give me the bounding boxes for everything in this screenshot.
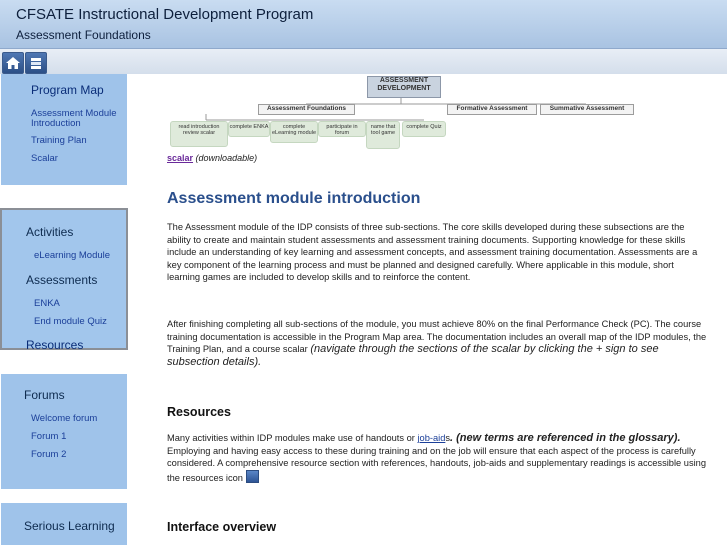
resources-text-pre: Many activities within IDP modules make use of handouts or <box>167 433 418 443</box>
nav-link-enka[interactable]: ENKA <box>34 298 60 309</box>
resources-icon <box>28 55 44 71</box>
serious-learning-panel <box>1 503 127 545</box>
job-aid-plural: s <box>445 433 451 443</box>
home-button[interactable] <box>2 52 24 74</box>
diagram-top-node: ASSESSMENT DEVELOPMENT <box>367 76 441 98</box>
diagram-leaf: complete ENKA <box>228 121 270 137</box>
home-icon <box>5 55 21 71</box>
completion-italic-note: (navigate through the sections of the scalar by clicking the + sign to see subsection details). <box>167 343 659 368</box>
diagram-leaf: read introduction review scalar <box>170 121 228 147</box>
module-subtitle: Assessment Foundations <box>16 28 151 42</box>
page-title: Assessment module introduction <box>167 190 421 207</box>
diagram-leaf: name that tool game <box>366 121 400 149</box>
program-map-heading[interactable]: Program Map <box>31 83 104 97</box>
completion-text: After finishing completing all sub-sections of the module, you must achieve 80% on the final Performance Check (PC). The course training documentation is accessible in the Program Map area. The documentation includes an overall map of the IDP modules, the Training Plan, and a course scalar <box>167 319 707 355</box>
scalar-note: (downloadable) <box>195 153 258 163</box>
activities-heading: Activities <box>26 225 74 239</box>
nav-link-assessment-module-introduction[interactable]: Assessment Module Introduction <box>31 108 117 129</box>
job-aid-link[interactable]: job-aid <box>417 433 446 443</box>
nav-link-welcome-forum[interactable]: Welcome forum <box>31 413 98 424</box>
resources-text-post: Employing and having easy access to these during training and on the job will ensure that each aspect of the process is carefully considered. A comprehensive resource section with references, handouts, job-aids and supplementary readings is accessible using the resources icon <box>167 445 707 483</box>
nav-link-scalar[interactable]: Scalar <box>31 153 58 164</box>
scalar-link[interactable]: scalar <box>167 153 194 163</box>
nav-link-end-module-quiz[interactable]: End module Quiz <box>34 316 107 327</box>
forums-panel <box>1 374 127 489</box>
diagram-leaf: participate in forum <box>318 121 366 137</box>
resources-heading: Resources <box>167 405 231 419</box>
resources-paragraph <box>167 432 707 484</box>
resources-nav-heading[interactable]: Resources <box>26 338 84 352</box>
nav-link-elearning-module[interactable]: eLearning Module <box>34 250 111 261</box>
diagram-branch-summative-assessment: Summative Assessment <box>540 104 634 115</box>
app-title: CFSATE Instructional Development Program <box>16 6 314 23</box>
sidebar <box>0 74 128 545</box>
toolbar <box>0 49 727 74</box>
assessments-heading: Assessments <box>26 273 98 287</box>
intro-paragraph: The Assessment module of the IDP consists of three sub-sections. The core skills developed during these subsections are the ability to create and maintain student assessments and assessment training documents. Supporting knowledge for these skills include an understanding of key learning and assessment concepts, and assessment training documentation. Assessments are a key component of the learning process and must be planned and designed carefully. Where applicable in this module, short learning games are included to develop skills and to reinforce the content. <box>167 222 698 283</box>
diagram-leaf: complete Quiz <box>402 121 446 137</box>
nav-link-training-plan[interactable]: Training Plan <box>31 135 87 146</box>
diagram-branch-assessment-foundations: Assessment Foundations <box>258 104 355 115</box>
page-header <box>0 0 727 49</box>
nav-link-forum-2[interactable]: Forum 2 <box>31 449 67 460</box>
resources-icon[interactable] <box>246 470 259 483</box>
scalar-download-line <box>167 153 257 163</box>
activities-panel <box>0 208 128 350</box>
glossary-note: . (new terms are referenced in the glossary). <box>450 432 681 444</box>
interface-overview-heading: Interface overview <box>167 520 277 534</box>
serious-learning-heading[interactable]: Serious Learning <box>24 519 115 533</box>
program-map-panel <box>1 74 127 185</box>
completion-paragraph <box>167 318 707 368</box>
diagram-branch-formative-assessment: Formative Assessment <box>447 104 537 115</box>
forums-heading: Forums <box>24 388 65 402</box>
program-map-diagram <box>166 76 636 152</box>
diagram-leaf: complete eLearning module <box>270 121 318 143</box>
nav-link-forum-1[interactable]: Forum 1 <box>31 431 67 442</box>
resources-button[interactable] <box>25 52 47 74</box>
